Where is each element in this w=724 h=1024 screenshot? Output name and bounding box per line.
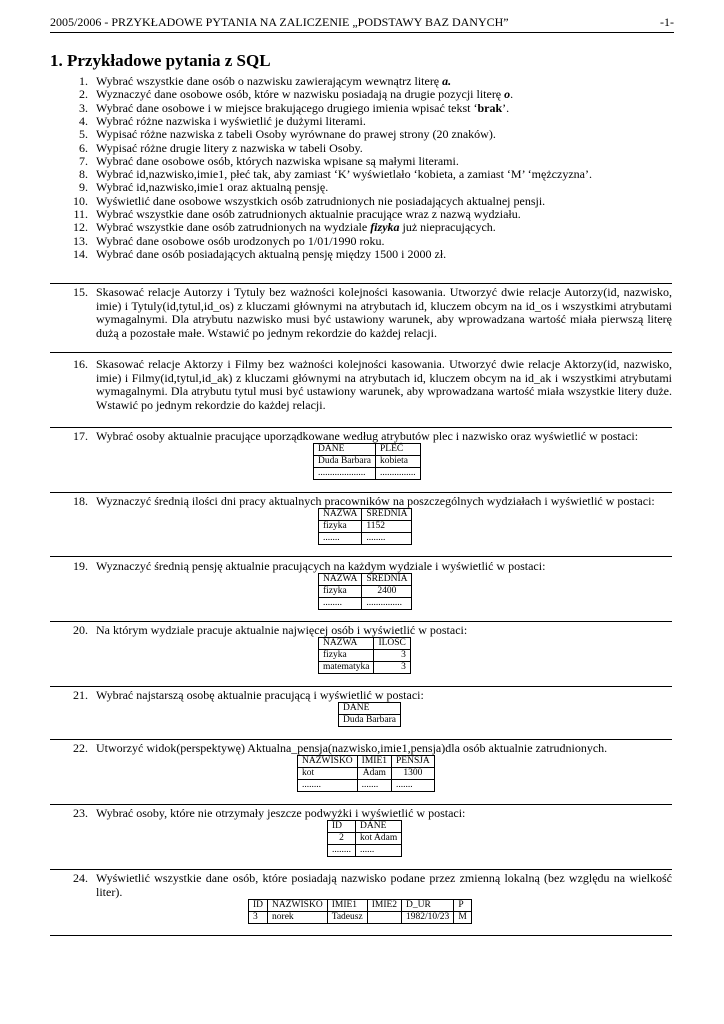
question-text-part: . bbox=[510, 87, 514, 102]
question-text-part: Wyznaczyć dane osobowe osób, które w nazwisku posiadają na drugie pozycji literę bbox=[96, 87, 505, 102]
table-cell: ........ bbox=[328, 845, 356, 857]
table-cell: kot bbox=[298, 768, 358, 780]
table-header: ID bbox=[249, 900, 268, 912]
question-number: 11. bbox=[73, 207, 88, 221]
separator bbox=[50, 686, 672, 687]
question-number: 24. bbox=[73, 871, 88, 885]
question-number: 16. bbox=[73, 357, 88, 371]
question-number: 7. bbox=[79, 153, 88, 168]
header-title: 2005/2006 - PRZYKŁADOWE PYTANIA NA ZALICZENIE „PODSTAWY BAZ DANYCH” bbox=[50, 15, 509, 29]
separator bbox=[50, 935, 672, 936]
question-text-part: Wybrać dane osobowe i w miejsce brakującego drugiego imienia wpisać tekst ‘ bbox=[96, 100, 478, 115]
separator bbox=[50, 869, 672, 870]
question-text: Wybrać osoby, które nie otrzymały jeszcze podwyżki i wyświetlić w postaci: bbox=[96, 806, 466, 820]
table-header: ID bbox=[328, 821, 356, 833]
question-text-part: Wybrać wszystkie dane osób o nazwisku zawierającym wewnątrz literę bbox=[96, 74, 443, 88]
question-text: Wyznaczyć średnią ilości dni pracy aktualnych pracowników na poszczególnych wydziałach i wyświetlić w postaci: bbox=[96, 494, 655, 508]
table-cell: kobieta bbox=[376, 456, 421, 468]
table-cell: ............... bbox=[376, 468, 421, 480]
table-cell: fizyka bbox=[319, 521, 362, 533]
separator bbox=[50, 283, 672, 284]
question-text-part: Wybrać dane osobowe osób urodzonych po 1/01/1990 roku. bbox=[96, 233, 385, 248]
question-number: 13. bbox=[73, 233, 88, 248]
table-header: ŚREDNIA bbox=[362, 574, 412, 586]
question-17 bbox=[50, 430, 672, 444]
question-emphasis: brak bbox=[477, 100, 503, 115]
table-cell: 1152 bbox=[362, 521, 412, 533]
table-header: D_UR bbox=[402, 900, 454, 912]
table-header: IMIE2 bbox=[367, 900, 401, 912]
table-cell: fizyka bbox=[319, 650, 374, 662]
separator bbox=[50, 492, 672, 493]
question-text-part: Wybrać id,nazwisko,imie1, płeć tak, aby zamiast ‘K’ wyświetlało ‘kobieta, a zamiast ‘M’ ‘mężczyzna’. bbox=[96, 167, 592, 182]
separator bbox=[50, 739, 672, 740]
example-table bbox=[318, 508, 412, 545]
table-cell: ....... bbox=[392, 780, 435, 792]
table-cell: 2400 bbox=[362, 586, 412, 598]
table-cell: ...... bbox=[356, 845, 402, 857]
question-text: Wyznaczyć średnią pensję aktualnie pracujących na każdym wydziale i wyświetlić w postaci: bbox=[96, 559, 546, 573]
question-19 bbox=[50, 560, 672, 574]
question-text-part: Wybrać id,nazwisko,imie1 oraz aktualną pensję. bbox=[96, 180, 329, 195]
question-text: Utworzyć widok(perspektywę) Aktualna_pensja(nazwisko,imie1,pensja)dla osób aktualnie zatrudnionych. bbox=[96, 741, 608, 755]
separator bbox=[50, 556, 672, 557]
question-number: 19. bbox=[73, 559, 88, 573]
question-18 bbox=[50, 495, 672, 509]
question-text-part: Wybrać wszystkie dane osób zatrudnionych na wydziale bbox=[96, 220, 371, 235]
table-header: NAZWA bbox=[319, 638, 374, 650]
question-number: 4. bbox=[79, 113, 88, 128]
question-text-part: Wypisać różne drugie litery z nazwiska w tabeli Osoby. bbox=[96, 140, 363, 155]
question-emphasis: o bbox=[504, 87, 511, 102]
question-text: Na którym wydziale pracuje aktualnie najwięcej osób i wyświetlić w postaci: bbox=[96, 623, 468, 637]
question-number: 1. bbox=[79, 74, 88, 88]
example-table bbox=[318, 573, 412, 610]
table-cell: M bbox=[454, 912, 471, 924]
table-cell: 3 bbox=[249, 912, 268, 924]
question-number: 2. bbox=[79, 87, 88, 102]
table-header: DANE bbox=[339, 703, 401, 715]
table-cell: 1982/10/23 bbox=[402, 912, 454, 924]
table-cell: matematyka bbox=[319, 662, 374, 674]
question-text-part: Wybrać dane osób posiadających aktualną pensję między 1500 i 2000 zł. bbox=[96, 246, 447, 261]
example-table bbox=[338, 702, 401, 727]
question-text-part: Wybrać wszystkie dane osób zatrudnionych aktualnie pracujące wraz z nazwą wydziału. bbox=[96, 207, 521, 221]
question-text: Wybrać najstarszą osobę aktualnie pracującą i wyświetlić w postaci: bbox=[96, 688, 424, 702]
table-cell: 3 bbox=[374, 650, 410, 662]
table-cell: .................... bbox=[314, 468, 376, 480]
table-header: NAZWISKO bbox=[268, 900, 328, 912]
table-cell: norek bbox=[268, 912, 328, 924]
list-item bbox=[50, 248, 672, 262]
section-title: 1. Przykładowe pytania z SQL bbox=[50, 51, 271, 70]
table-cell: ....... bbox=[357, 780, 391, 792]
question-text-part: Wybrać różne nazwiska i wyświetlić je dużymi literami. bbox=[96, 113, 366, 128]
table-cell: Duda Barbara bbox=[314, 456, 376, 468]
question-21 bbox=[50, 689, 672, 703]
question-number: 9. bbox=[79, 180, 88, 195]
question-number: 17. bbox=[73, 429, 88, 443]
question-text-part: Wybrać dane osobowe osób, których nazwiska wpisane są małymi literami. bbox=[96, 153, 459, 168]
example-table bbox=[313, 443, 421, 480]
table-header: PLEĆ bbox=[376, 444, 421, 456]
table-cell: ............... bbox=[362, 598, 412, 610]
page-number: -1- bbox=[660, 15, 674, 29]
question-number: 6. bbox=[79, 140, 88, 155]
question-text: Skasować relacje Autorzy i Tytuly bez ważności kolejności kasowania. Utworzyć dwie relacje Autorzy(id, nazwisko, imie) i Tytuly(id,tytul,id_os) z kluczami głównymi na atrybutach id, kluczem obcym na id_os i wszystkimi atrybutami wymagalnymi. Dla atrybutu nazwisko musi być ustawiony warunek, aby wprowadzana wartość miała pierwszą literę dużą a pozostałe małe. Wstawić po jednym rekordzie do każdej relacji. bbox=[96, 285, 672, 340]
page-header bbox=[50, 14, 674, 33]
question-23 bbox=[50, 807, 672, 821]
table-cell: Duda Barbara bbox=[339, 715, 401, 727]
table-cell: ........ bbox=[362, 533, 412, 545]
question-number: 18. bbox=[73, 494, 88, 508]
table-cell: Adam bbox=[357, 768, 391, 780]
table-cell: ........ bbox=[298, 780, 358, 792]
question-22 bbox=[50, 742, 672, 756]
table-cell: 1300 bbox=[392, 768, 435, 780]
question-number: 15. bbox=[73, 285, 88, 299]
question-text bbox=[96, 248, 672, 262]
table-cell: ........ bbox=[319, 598, 362, 610]
question-number: 14. bbox=[73, 246, 88, 261]
table-header: ŚREDNIA bbox=[362, 509, 412, 521]
table-header: PENSJA bbox=[392, 756, 435, 768]
table-cell: 2 bbox=[328, 833, 356, 845]
separator bbox=[50, 352, 672, 353]
table-header: NAZWA bbox=[319, 574, 362, 586]
separator bbox=[50, 427, 672, 428]
separator bbox=[50, 621, 672, 622]
example-table bbox=[318, 637, 411, 674]
question-16 bbox=[50, 358, 672, 412]
question-text-part: już niepracujących. bbox=[399, 220, 496, 235]
question-number: 20. bbox=[73, 623, 88, 637]
question-number: 23. bbox=[73, 806, 88, 820]
table-header: NAZWA bbox=[319, 509, 362, 521]
example-table bbox=[327, 820, 402, 857]
table-cell: Tadeusz bbox=[327, 912, 367, 924]
table-header: DANE bbox=[356, 821, 402, 833]
question-24 bbox=[50, 872, 672, 899]
separator bbox=[50, 804, 672, 805]
table-header: P bbox=[454, 900, 471, 912]
table-header: IMIE1 bbox=[357, 756, 391, 768]
question-text-part: ’. bbox=[502, 100, 510, 115]
question-text-part: Wyświetlić dane osobowe wszystkich osób zatrudnionych nie posiadających aktualnej pensji. bbox=[96, 193, 546, 208]
table-header: NAZWISKO bbox=[298, 756, 358, 768]
table-cell bbox=[367, 912, 401, 924]
table-cell: ....... bbox=[319, 533, 362, 545]
question-emphasis: fizyka bbox=[370, 220, 400, 235]
question-text: Skasować relacje Aktorzy i Filmy bez ważności kolejności kasowania. Utworzyć dwie relacje Aktorzy(id, nazwisko, imie) i Filmy(id,tytul,id_ak) z kluczami głównymi na atrybutach id, kluczem obcym na id_ak i wszystkimi atrybutami wymagalnymi. Dla atrybutu tytul musi być ustawiony warunek, aby wprowadzana wartość miała wszystkie litery duże. Wstawić po jednym rekordzie do każdej relacji. bbox=[96, 357, 672, 412]
question-number: 5. bbox=[79, 127, 88, 142]
question-number: 22. bbox=[73, 741, 88, 755]
table-header: ILOSC bbox=[374, 638, 410, 650]
question-20 bbox=[50, 624, 672, 638]
table-header: DANE bbox=[314, 444, 376, 456]
question-number: 8. bbox=[79, 167, 88, 182]
question-text: Wyświetlić wszystkie dane osób, które posiadają nazwisko podane przez zmienną lokalną (bez względu na wielkość liter). bbox=[96, 871, 672, 899]
question-number: 21. bbox=[73, 688, 88, 702]
question-number: 10. bbox=[73, 193, 88, 208]
question-text-part: Wypisać różne nazwiska z tabeli Osoby wyrównane do prawej strony (20 znaków). bbox=[96, 127, 496, 142]
table-cell: 3 bbox=[374, 662, 410, 674]
question-15 bbox=[50, 286, 672, 340]
example-table bbox=[297, 755, 435, 792]
question-text: Wybrać osoby aktualnie pracujące uporządkowane według atrybutów plec i nazwisko oraz wyświetlić w postaci: bbox=[96, 429, 639, 443]
example-table bbox=[248, 899, 472, 924]
question-number: 3. bbox=[79, 100, 88, 115]
question-emphasis: a. bbox=[442, 74, 452, 88]
table-cell: fizyka bbox=[319, 586, 362, 598]
table-header: IMIE1 bbox=[327, 900, 367, 912]
table-cell: kot Adam bbox=[356, 833, 402, 845]
question-number: 12. bbox=[73, 220, 88, 235]
